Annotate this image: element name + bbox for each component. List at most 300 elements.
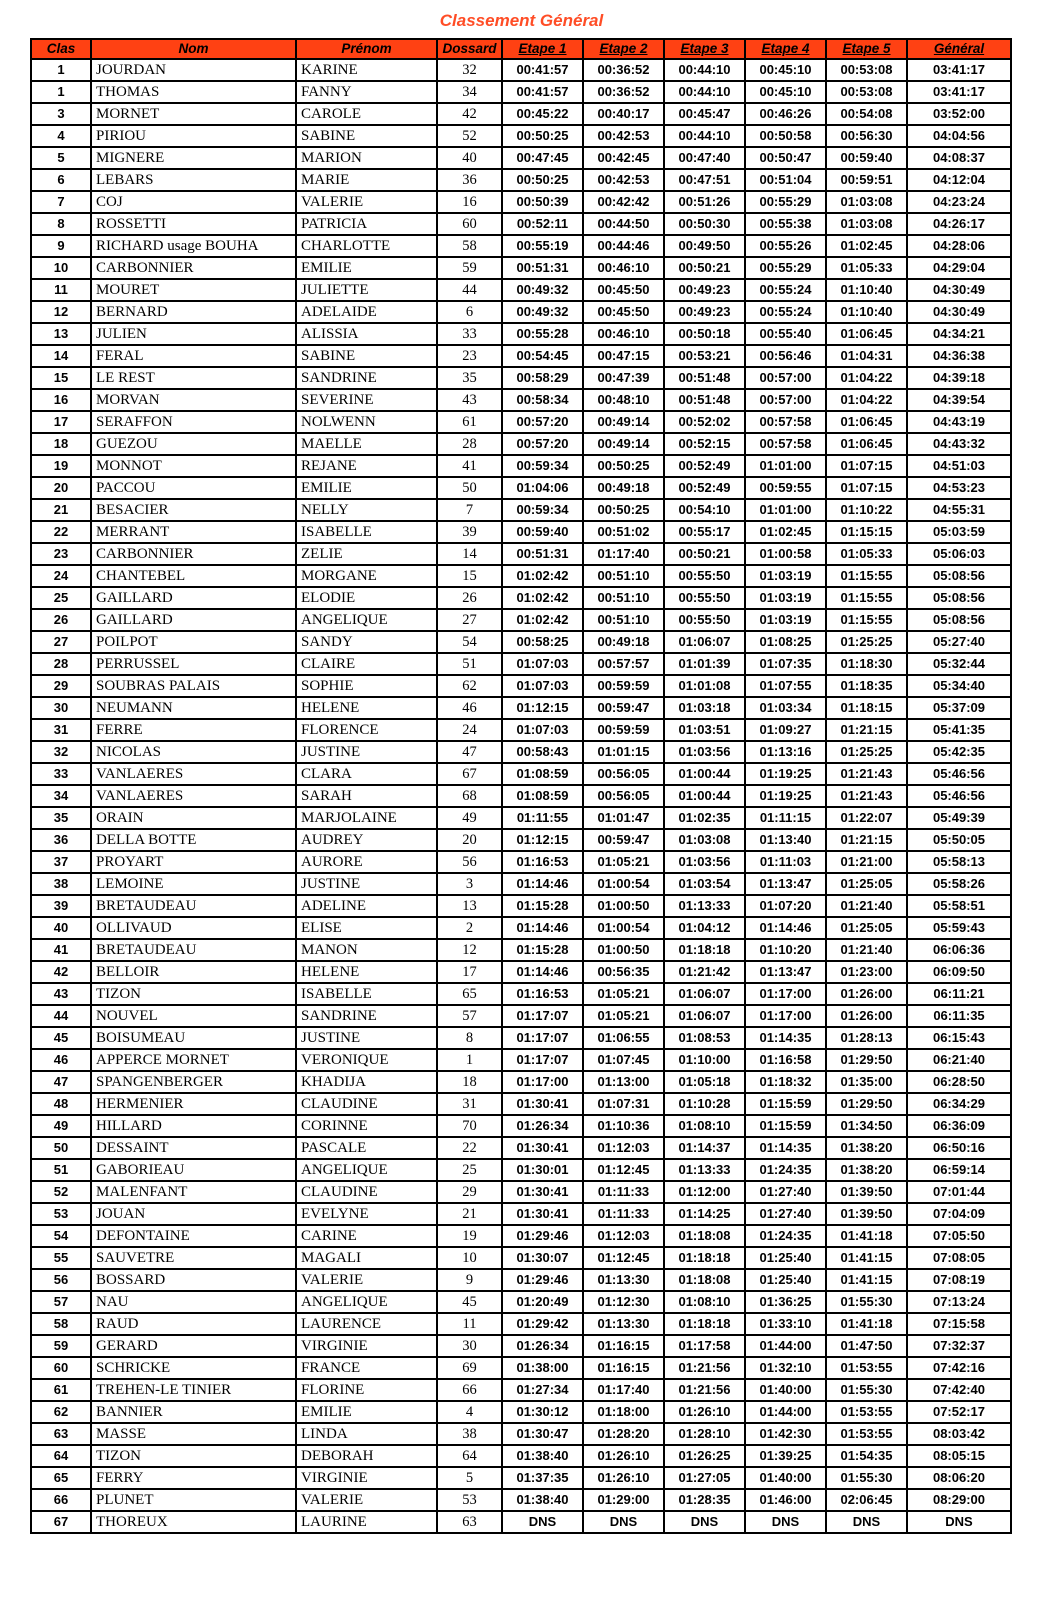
cell-clas: 7 xyxy=(31,191,91,213)
cell-etape4: 01:33:10 xyxy=(745,1313,826,1335)
table-row xyxy=(31,301,1011,323)
cell-etape5: 01:04:22 xyxy=(826,389,907,411)
cell-clas: 9 xyxy=(31,235,91,257)
cell-etape1: 01:30:12 xyxy=(502,1401,583,1423)
cell-etape4: 01:13:40 xyxy=(745,829,826,851)
table-row xyxy=(31,81,1011,103)
cell-prenom: HELENE xyxy=(296,961,437,983)
cell-prenom: LINDA xyxy=(296,1423,437,1445)
table-row xyxy=(31,1247,1011,1269)
table-row xyxy=(31,1423,1011,1445)
cell-prenom: KARINE xyxy=(296,59,437,81)
cell-etape4: 00:50:47 xyxy=(745,147,826,169)
cell-nom: HERMENIER xyxy=(91,1093,296,1115)
cell-etape5: 01:26:00 xyxy=(826,983,907,1005)
cell-etape2: 01:10:36 xyxy=(583,1115,664,1137)
cell-etape1: 01:14:46 xyxy=(502,961,583,983)
cell-clas: 38 xyxy=(31,873,91,895)
cell-etape1: DNS xyxy=(502,1511,583,1533)
cell-etape4: 01:11:03 xyxy=(745,851,826,873)
cell-clas: 58 xyxy=(31,1313,91,1335)
table-row xyxy=(31,1093,1011,1115)
cell-prenom: VERONIQUE xyxy=(296,1049,437,1071)
cell-prenom: CLAUDINE xyxy=(296,1093,437,1115)
table-row xyxy=(31,1071,1011,1093)
cell-etape4: 01:18:32 xyxy=(745,1071,826,1093)
cell-general: 07:42:16 xyxy=(907,1357,1011,1379)
cell-clas: 63 xyxy=(31,1423,91,1445)
cell-general: 07:13:24 xyxy=(907,1291,1011,1313)
cell-etape2: 00:56:05 xyxy=(583,785,664,807)
cell-clas: 14 xyxy=(31,345,91,367)
cell-general: 05:46:56 xyxy=(907,785,1011,807)
cell-nom: CARBONNIER xyxy=(91,543,296,565)
cell-etape1: 01:29:46 xyxy=(502,1269,583,1291)
cell-etape5: 01:38:20 xyxy=(826,1159,907,1181)
cell-etape2: 00:42:53 xyxy=(583,169,664,191)
cell-etape2: 00:59:59 xyxy=(583,719,664,741)
results-table xyxy=(30,38,1012,1534)
cell-prenom: SANDY xyxy=(296,631,437,653)
cell-dossard: 58 xyxy=(437,235,502,257)
cell-dossard: 12 xyxy=(437,939,502,961)
cell-etape4: 01:46:00 xyxy=(745,1489,826,1511)
cell-etape1: 01:02:42 xyxy=(502,609,583,631)
cell-etape3: 01:12:00 xyxy=(664,1181,745,1203)
cell-clas: 23 xyxy=(31,543,91,565)
table-row xyxy=(31,389,1011,411)
cell-clas: 25 xyxy=(31,587,91,609)
cell-nom: PIRIOU xyxy=(91,125,296,147)
cell-clas: 57 xyxy=(31,1291,91,1313)
cell-etape5: 01:21:43 xyxy=(826,785,907,807)
cell-etape2: 01:26:10 xyxy=(583,1445,664,1467)
cell-etape1: 00:49:32 xyxy=(502,301,583,323)
cell-etape3: 00:54:10 xyxy=(664,499,745,521)
cell-dossard: 64 xyxy=(437,1445,502,1467)
table-row xyxy=(31,697,1011,719)
cell-nom: GUEZOU xyxy=(91,433,296,455)
cell-general: 06:34:29 xyxy=(907,1093,1011,1115)
table-row xyxy=(31,1489,1011,1511)
cell-dossard: 57 xyxy=(437,1005,502,1027)
cell-etape4: 00:57:00 xyxy=(745,367,826,389)
cell-clas: 34 xyxy=(31,785,91,807)
cell-dossard: 42 xyxy=(437,103,502,125)
cell-etape5: 01:26:00 xyxy=(826,1005,907,1027)
cell-etape2: 00:50:25 xyxy=(583,499,664,521)
cell-prenom: PASCALE xyxy=(296,1137,437,1159)
cell-etape5: 00:53:08 xyxy=(826,81,907,103)
cell-clas: 66 xyxy=(31,1489,91,1511)
cell-etape4: 01:02:45 xyxy=(745,521,826,543)
cell-etape1: 01:12:15 xyxy=(502,697,583,719)
cell-etape5: 01:55:30 xyxy=(826,1291,907,1313)
table-row xyxy=(31,1269,1011,1291)
cell-general: 04:28:06 xyxy=(907,235,1011,257)
cell-clas: 46 xyxy=(31,1049,91,1071)
cell-nom: LE REST xyxy=(91,367,296,389)
cell-general: 06:11:35 xyxy=(907,1005,1011,1027)
cell-clas: 13 xyxy=(31,323,91,345)
cell-dossard: 6 xyxy=(437,301,502,323)
cell-general: 06:15:43 xyxy=(907,1027,1011,1049)
cell-etape3: 01:00:44 xyxy=(664,785,745,807)
cell-prenom: VALERIE xyxy=(296,1489,437,1511)
cell-etape3: 01:17:58 xyxy=(664,1335,745,1357)
cell-prenom: EMILIE xyxy=(296,257,437,279)
table-row xyxy=(31,499,1011,521)
cell-dossard: 67 xyxy=(437,763,502,785)
cell-clas: 1 xyxy=(31,59,91,81)
cell-dossard: 10 xyxy=(437,1247,502,1269)
cell-etape1: 00:58:29 xyxy=(502,367,583,389)
cell-etape4: 00:55:26 xyxy=(745,235,826,257)
table-row xyxy=(31,851,1011,873)
cell-etape2: 01:16:15 xyxy=(583,1335,664,1357)
cell-etape1: 01:27:34 xyxy=(502,1379,583,1401)
cell-etape4: 01:13:16 xyxy=(745,741,826,763)
cell-etape4: 01:14:46 xyxy=(745,917,826,939)
cell-etape5: 01:28:13 xyxy=(826,1027,907,1049)
cell-etape3: 01:05:18 xyxy=(664,1071,745,1093)
cell-general: 03:52:00 xyxy=(907,103,1011,125)
cell-nom: TREHEN-LE TINIER xyxy=(91,1379,296,1401)
column-header-etape1: Etape 1 xyxy=(502,39,583,59)
table-row xyxy=(31,1401,1011,1423)
cell-etape1: 01:08:59 xyxy=(502,763,583,785)
table-row xyxy=(31,565,1011,587)
cell-etape3: 01:14:25 xyxy=(664,1203,745,1225)
cell-nom: DEFONTAINE xyxy=(91,1225,296,1247)
cell-etape4: 01:01:00 xyxy=(745,455,826,477)
cell-etape5: 01:55:30 xyxy=(826,1467,907,1489)
cell-general: 06:09:50 xyxy=(907,961,1011,983)
cell-general: 04:34:21 xyxy=(907,323,1011,345)
cell-dossard: 52 xyxy=(437,125,502,147)
cell-etape4: 01:19:25 xyxy=(745,785,826,807)
table-row xyxy=(31,609,1011,631)
cell-etape3: 01:06:07 xyxy=(664,631,745,653)
cell-dossard: 18 xyxy=(437,1071,502,1093)
cell-clas: 4 xyxy=(31,125,91,147)
cell-etape3: 01:18:18 xyxy=(664,1313,745,1335)
cell-etape2: 00:51:10 xyxy=(583,587,664,609)
cell-etape2: 01:06:55 xyxy=(583,1027,664,1049)
cell-etape2: 01:05:21 xyxy=(583,983,664,1005)
cell-etape3: 00:49:23 xyxy=(664,279,745,301)
cell-etape5: 01:29:50 xyxy=(826,1049,907,1071)
cell-etape5: 00:59:40 xyxy=(826,147,907,169)
cell-nom: MONNOT xyxy=(91,455,296,477)
cell-etape5: 01:38:20 xyxy=(826,1137,907,1159)
cell-etape4: 01:40:00 xyxy=(745,1467,826,1489)
cell-general: 06:28:50 xyxy=(907,1071,1011,1093)
cell-dossard: 68 xyxy=(437,785,502,807)
cell-etape1: 01:16:53 xyxy=(502,983,583,1005)
cell-etape4: 01:25:40 xyxy=(745,1247,826,1269)
cell-etape1: 01:30:01 xyxy=(502,1159,583,1181)
cell-etape5: 01:07:15 xyxy=(826,477,907,499)
cell-etape1: 01:17:07 xyxy=(502,1005,583,1027)
cell-etape4: 01:09:27 xyxy=(745,719,826,741)
table-row xyxy=(31,1137,1011,1159)
cell-dossard: 41 xyxy=(437,455,502,477)
cell-general: 05:58:26 xyxy=(907,873,1011,895)
cell-etape2: 00:44:46 xyxy=(583,235,664,257)
cell-nom: JULIEN xyxy=(91,323,296,345)
table-row xyxy=(31,763,1011,785)
cell-nom: COJ xyxy=(91,191,296,213)
cell-etape1: 01:11:55 xyxy=(502,807,583,829)
cell-etape2: 00:49:18 xyxy=(583,477,664,499)
cell-general: 05:46:56 xyxy=(907,763,1011,785)
table-row xyxy=(31,191,1011,213)
cell-etape4: 01:27:40 xyxy=(745,1181,826,1203)
cell-etape4: 00:45:10 xyxy=(745,81,826,103)
cell-dossard: 43 xyxy=(437,389,502,411)
cell-nom: DELLA BOTTE xyxy=(91,829,296,851)
cell-etape1: 01:14:46 xyxy=(502,873,583,895)
cell-clas: 26 xyxy=(31,609,91,631)
cell-clas: 37 xyxy=(31,851,91,873)
table-row xyxy=(31,1335,1011,1357)
table-row xyxy=(31,323,1011,345)
cell-etape4: 00:57:00 xyxy=(745,389,826,411)
cell-etape2: 00:47:15 xyxy=(583,345,664,367)
cell-prenom: SARAH xyxy=(296,785,437,807)
cell-etape1: 00:58:25 xyxy=(502,631,583,653)
cell-nom: TIZON xyxy=(91,1445,296,1467)
cell-etape2: 00:49:14 xyxy=(583,411,664,433)
cell-clas: 65 xyxy=(31,1467,91,1489)
cell-etape5: 01:29:50 xyxy=(826,1093,907,1115)
cell-etape2: 01:01:47 xyxy=(583,807,664,829)
cell-prenom: SABINE xyxy=(296,125,437,147)
cell-etape1: 00:59:34 xyxy=(502,455,583,477)
cell-prenom: JUSTINE xyxy=(296,873,437,895)
cell-etape1: 01:30:41 xyxy=(502,1093,583,1115)
cell-etape2: 01:07:31 xyxy=(583,1093,664,1115)
cell-prenom: JULIETTE xyxy=(296,279,437,301)
cell-general: 07:32:37 xyxy=(907,1335,1011,1357)
cell-etape4: 01:08:25 xyxy=(745,631,826,653)
cell-etape2: 01:18:00 xyxy=(583,1401,664,1423)
cell-clas: 62 xyxy=(31,1401,91,1423)
cell-etape3: 01:08:10 xyxy=(664,1291,745,1313)
cell-etape2: 01:07:45 xyxy=(583,1049,664,1071)
cell-etape5: 01:55:30 xyxy=(826,1379,907,1401)
cell-etape4: 01:44:00 xyxy=(745,1401,826,1423)
cell-etape2: 01:17:40 xyxy=(583,543,664,565)
table-row xyxy=(31,785,1011,807)
cell-general: 06:59:14 xyxy=(907,1159,1011,1181)
cell-clas: 49 xyxy=(31,1115,91,1137)
cell-etape3: 00:52:15 xyxy=(664,433,745,455)
cell-general: 07:01:44 xyxy=(907,1181,1011,1203)
cell-etape5: 01:18:35 xyxy=(826,675,907,697)
cell-etape3: 00:52:02 xyxy=(664,411,745,433)
cell-clas: 42 xyxy=(31,961,91,983)
cell-etape1: 01:37:35 xyxy=(502,1467,583,1489)
cell-clas: 41 xyxy=(31,939,91,961)
cell-etape3: 00:50:18 xyxy=(664,323,745,345)
cell-clas: 54 xyxy=(31,1225,91,1247)
cell-general: 04:39:18 xyxy=(907,367,1011,389)
cell-etape5: 00:53:08 xyxy=(826,59,907,81)
cell-general: 05:41:35 xyxy=(907,719,1011,741)
cell-prenom: ISABELLE xyxy=(296,521,437,543)
cell-nom: FERRE xyxy=(91,719,296,741)
cell-etape1: 00:54:45 xyxy=(502,345,583,367)
cell-etape2: 00:42:53 xyxy=(583,125,664,147)
table-row xyxy=(31,433,1011,455)
cell-etape3: 00:55:50 xyxy=(664,609,745,631)
cell-etape1: 00:57:20 xyxy=(502,411,583,433)
cell-etape3: 01:00:44 xyxy=(664,763,745,785)
cell-dossard: 46 xyxy=(437,697,502,719)
cell-dossard: 26 xyxy=(437,587,502,609)
cell-nom: RICHARD usage BOUHA xyxy=(91,235,296,257)
cell-general: 03:41:17 xyxy=(907,59,1011,81)
cell-etape3: 01:06:07 xyxy=(664,983,745,1005)
cell-nom: BESACIER xyxy=(91,499,296,521)
cell-nom: BERNARD xyxy=(91,301,296,323)
cell-prenom: SABINE xyxy=(296,345,437,367)
cell-etape3: 01:18:18 xyxy=(664,939,745,961)
cell-dossard: 27 xyxy=(437,609,502,631)
cell-etape1: 01:20:49 xyxy=(502,1291,583,1313)
cell-prenom: EVELYNE xyxy=(296,1203,437,1225)
cell-nom: TIZON xyxy=(91,983,296,1005)
cell-nom: VANLAERES xyxy=(91,763,296,785)
cell-dossard: 30 xyxy=(437,1335,502,1357)
cell-dossard: 59 xyxy=(437,257,502,279)
cell-nom: LEBARS xyxy=(91,169,296,191)
column-header-etape2: Etape 2 xyxy=(583,39,664,59)
table-row xyxy=(31,1049,1011,1071)
cell-etape5: 01:25:05 xyxy=(826,873,907,895)
cell-etape3: 00:44:10 xyxy=(664,81,745,103)
cell-etape5: 01:41:15 xyxy=(826,1269,907,1291)
cell-prenom: ZELIE xyxy=(296,543,437,565)
cell-etape4: 00:59:55 xyxy=(745,477,826,499)
cell-etape1: 00:41:57 xyxy=(502,81,583,103)
cell-nom: MOURET xyxy=(91,279,296,301)
cell-etape2: 00:49:14 xyxy=(583,433,664,455)
cell-general: 05:58:51 xyxy=(907,895,1011,917)
cell-etape2: 00:44:50 xyxy=(583,213,664,235)
cell-general: 04:43:19 xyxy=(907,411,1011,433)
cell-clas: 11 xyxy=(31,279,91,301)
cell-nom: THOMAS xyxy=(91,81,296,103)
cell-prenom: VIRGINIE xyxy=(296,1335,437,1357)
cell-general: 05:37:09 xyxy=(907,697,1011,719)
cell-clas: 60 xyxy=(31,1357,91,1379)
cell-etape3: 01:10:00 xyxy=(664,1049,745,1071)
cell-etape3: 00:55:50 xyxy=(664,587,745,609)
cell-etape5: 01:25:25 xyxy=(826,741,907,763)
cell-etape4: 01:03:19 xyxy=(745,565,826,587)
cell-etape1: 01:30:41 xyxy=(502,1181,583,1203)
cell-dossard: 33 xyxy=(437,323,502,345)
column-header-prenom: Prénom xyxy=(296,39,437,59)
cell-etape1: 00:55:19 xyxy=(502,235,583,257)
cell-etape4: DNS xyxy=(745,1511,826,1533)
cell-nom: PLUNET xyxy=(91,1489,296,1511)
table-row xyxy=(31,543,1011,565)
cell-etape1: 01:08:59 xyxy=(502,785,583,807)
cell-dossard: 54 xyxy=(437,631,502,653)
cell-prenom: VALERIE xyxy=(296,191,437,213)
cell-etape1: 01:04:06 xyxy=(502,477,583,499)
cell-general: 07:42:40 xyxy=(907,1379,1011,1401)
cell-dossard: 53 xyxy=(437,1489,502,1511)
cell-etape3: 01:03:08 xyxy=(664,829,745,851)
cell-etape3: 01:18:18 xyxy=(664,1247,745,1269)
cell-etape4: 01:03:19 xyxy=(745,609,826,631)
cell-etape5: 00:56:30 xyxy=(826,125,907,147)
cell-etape1: 01:07:03 xyxy=(502,653,583,675)
table-row xyxy=(31,169,1011,191)
cell-dossard: 44 xyxy=(437,279,502,301)
cell-dossard: 65 xyxy=(437,983,502,1005)
cell-etape1: 00:41:57 xyxy=(502,59,583,81)
table-row xyxy=(31,147,1011,169)
cell-nom: SERAFFON xyxy=(91,411,296,433)
cell-nom: NOUVEL xyxy=(91,1005,296,1027)
cell-etape4: 01:13:47 xyxy=(745,961,826,983)
cell-dossard: 2 xyxy=(437,917,502,939)
cell-etape4: 00:50:58 xyxy=(745,125,826,147)
table-row xyxy=(31,653,1011,675)
cell-prenom: MARION xyxy=(296,147,437,169)
cell-clas: 1 xyxy=(31,81,91,103)
cell-etape1: 00:55:28 xyxy=(502,323,583,345)
cell-general: 04:08:37 xyxy=(907,147,1011,169)
cell-general: 05:06:03 xyxy=(907,543,1011,565)
cell-general: 05:27:40 xyxy=(907,631,1011,653)
cell-dossard: 31 xyxy=(437,1093,502,1115)
table-row xyxy=(31,1445,1011,1467)
cell-etape3: 01:13:33 xyxy=(664,1159,745,1181)
cell-clas: 17 xyxy=(31,411,91,433)
cell-etape5: 01:07:15 xyxy=(826,455,907,477)
cell-general: 04:04:56 xyxy=(907,125,1011,147)
cell-prenom: CLAIRE xyxy=(296,653,437,675)
cell-etape3: 01:26:25 xyxy=(664,1445,745,1467)
table-row xyxy=(31,1115,1011,1137)
cell-prenom: AUDREY xyxy=(296,829,437,851)
cell-dossard: 13 xyxy=(437,895,502,917)
cell-etape1: 00:50:39 xyxy=(502,191,583,213)
cell-etape1: 01:30:47 xyxy=(502,1423,583,1445)
table-row xyxy=(31,1027,1011,1049)
cell-clas: 67 xyxy=(31,1511,91,1533)
cell-etape1: 01:15:28 xyxy=(502,939,583,961)
cell-nom: ORAIN xyxy=(91,807,296,829)
cell-etape4: 00:55:29 xyxy=(745,191,826,213)
table-row xyxy=(31,367,1011,389)
cell-etape5: 01:05:33 xyxy=(826,543,907,565)
cell-prenom: JUSTINE xyxy=(296,1027,437,1049)
cell-etape4: 01:17:00 xyxy=(745,983,826,1005)
cell-general: 06:11:21 xyxy=(907,983,1011,1005)
cell-general: 08:03:42 xyxy=(907,1423,1011,1445)
column-header-nom: Nom xyxy=(91,39,296,59)
cell-etape1: 00:51:31 xyxy=(502,257,583,279)
cell-dossard: 7 xyxy=(437,499,502,521)
